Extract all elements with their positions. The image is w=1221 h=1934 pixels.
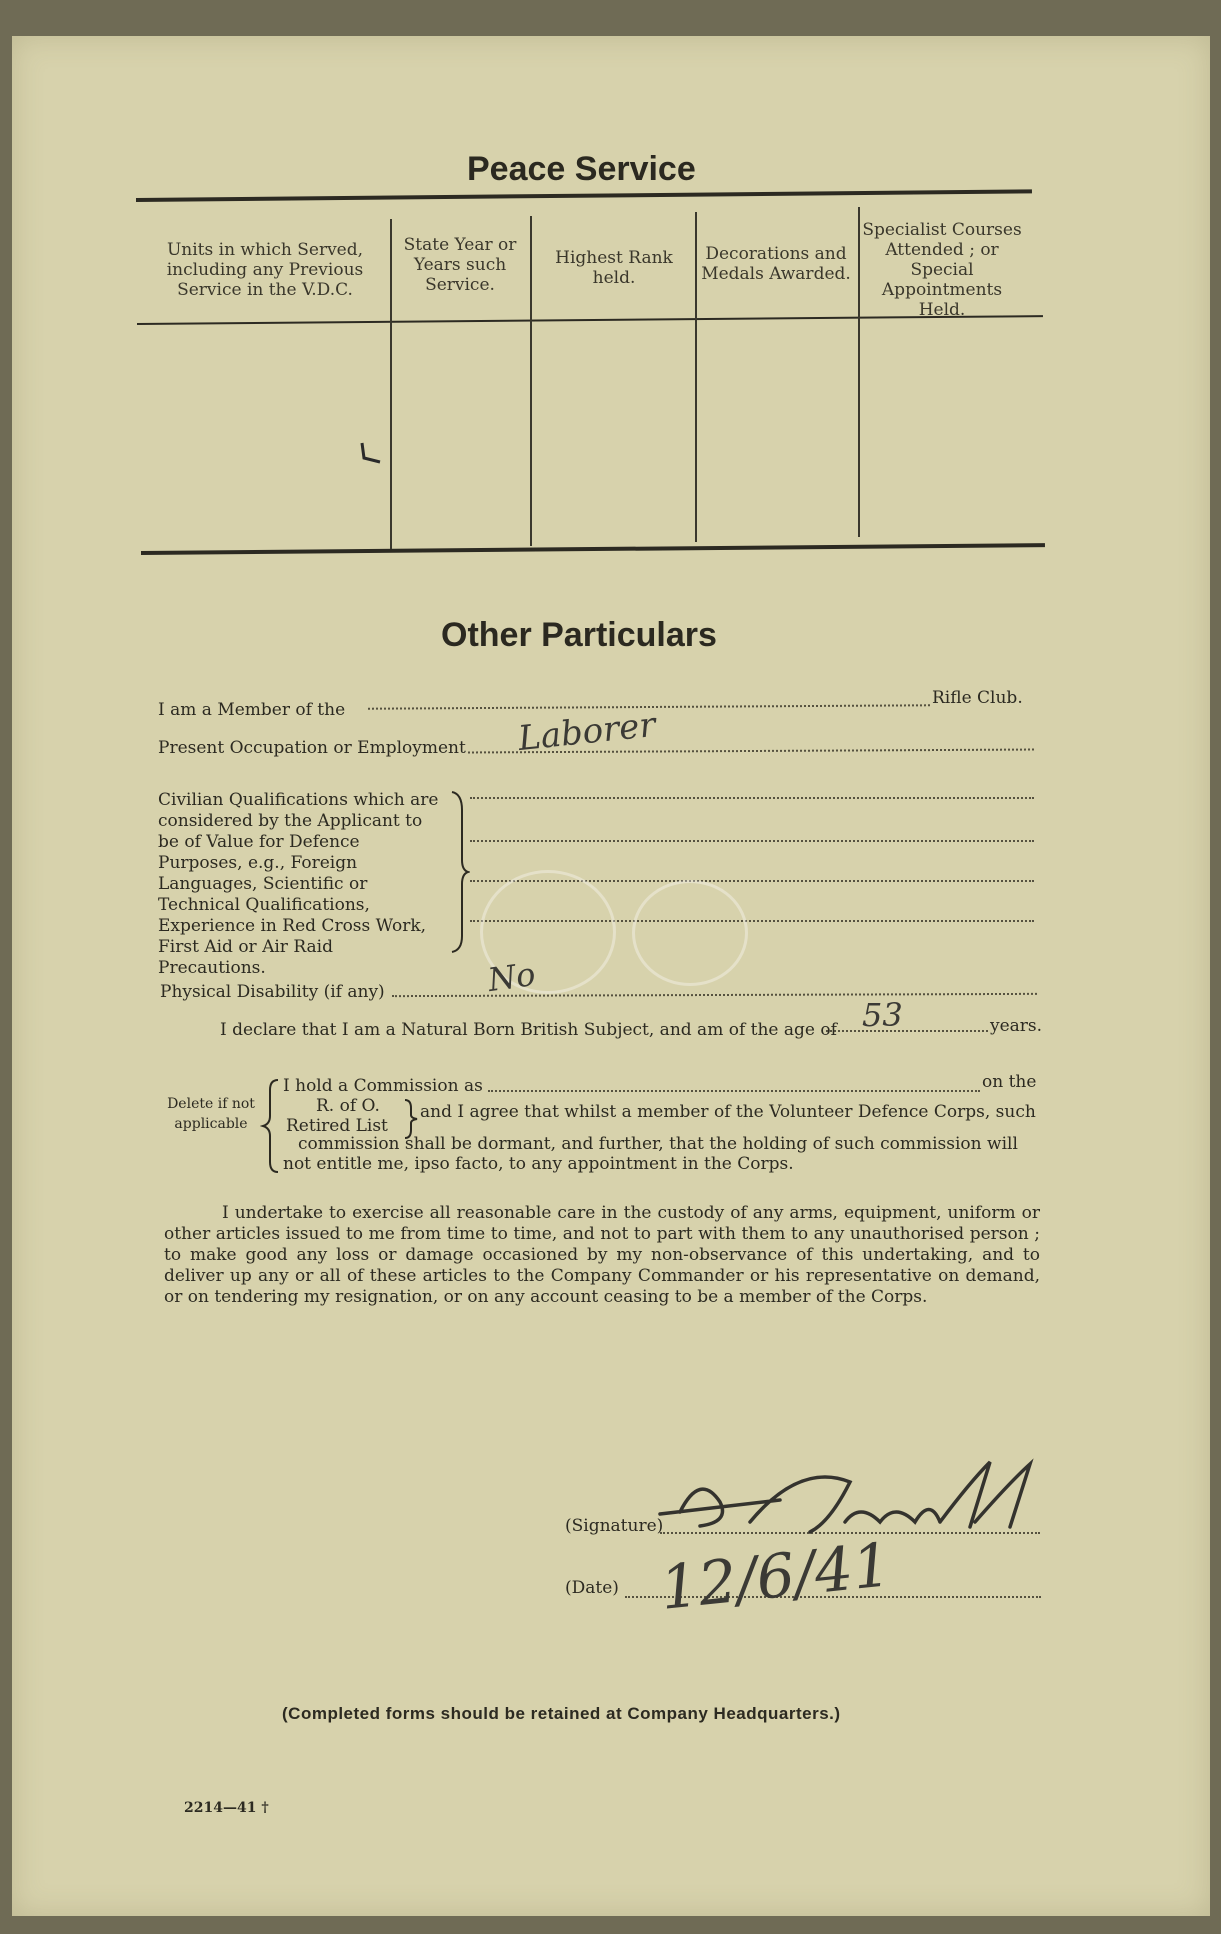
civilian-brace — [448, 790, 470, 954]
delete-if-not-applicable: Delete if not applicable — [167, 1096, 255, 1132]
commission-field — [488, 1090, 980, 1092]
col-header-units: Units in which Served, including any Previous Service in the V.D.C. — [166, 240, 364, 300]
civilian-field-line-2 — [470, 840, 1034, 842]
col-header-decorations: Decorations and Medals Awarded. — [701, 244, 851, 284]
civilian-label: Civilian Qualifications which are considered by the Applicant to be of Value for Defence Purposes, e.g., Foreign Languages, Scientific or Technical Qualifications, Experience in Red Cross Work, First Aid or Air Raid Precautions. — [158, 790, 439, 978]
col-divider-3 — [695, 212, 697, 542]
commission-line-3: commission shall be dormant, and further, that the holding of such commission will — [298, 1134, 1018, 1154]
form-number: 2214—41 † — [184, 1800, 269, 1816]
member-suffix: Rifle Club. — [932, 688, 1023, 708]
col-header-specialist: Specialist Courses Attended ; or Special Appointments Held. — [862, 220, 1022, 320]
col-divider-2 — [530, 216, 532, 546]
commission-on-the: on the — [982, 1072, 1037, 1092]
age-field — [826, 1030, 988, 1032]
disability-label: Physical Disability (if any) — [160, 982, 385, 1002]
commission-line-4: not entitle me, ipso facto, to any appointment in the Corps. — [283, 1154, 794, 1174]
occupation-value: Laborer — [516, 704, 658, 760]
civilian-field-line-1 — [470, 797, 1034, 799]
disability-value: No — [485, 954, 538, 1000]
age-suffix: years. — [990, 1016, 1043, 1036]
member-label: I am a Member of the — [158, 700, 346, 720]
other-particulars-title: Other Particulars — [441, 616, 717, 654]
commission-left-brace — [260, 1078, 282, 1174]
col-divider-1 — [390, 219, 392, 549]
date-value: 12/6/41 — [656, 1530, 895, 1624]
age-value: 53 — [862, 996, 903, 1034]
undertaking-paragraph: I undertake to exercise all reasonable care in the custody of any arms, equipment, uniform or other articles issued to me from time to time, and not to part with them to any unauthorised person ; to make good any loss or damage occasioned by my non-observance of this undertaking, and to deliver up any or all of these articles to the Company Commander or his representative on demand, or on tendering my resignation, or on any account ceasing to be a member of the Corps. — [164, 1203, 1040, 1307]
commission-line-1: I hold a Commission as — [283, 1076, 483, 1096]
pen-mark — [356, 440, 386, 466]
date-label: (Date) — [565, 1578, 619, 1598]
commission-rof: R. of O. — [316, 1096, 380, 1116]
commission-agree: and I agree that whilst a member of the Volunteer Defence Corps, such — [420, 1102, 1036, 1122]
collection-watermark-seal-right — [632, 880, 748, 986]
col-divider-4 — [858, 207, 860, 537]
col-header-rank: Highest Rank held. — [555, 248, 673, 288]
footer-note: (Completed forms should be retained at Company Headquarters.) — [282, 1704, 841, 1723]
occupation-label: Present Occupation or Employment — [158, 738, 466, 758]
peace-service-title: Peace Service — [467, 150, 696, 188]
col-header-years: State Year or Years such Service. — [403, 235, 517, 295]
signature-label: (Signature) — [565, 1516, 664, 1536]
declare-label: I declare that I am a Natural Born British Subject, and am of the age of — [220, 1020, 837, 1040]
commission-retired-list: Retired List — [286, 1116, 388, 1136]
